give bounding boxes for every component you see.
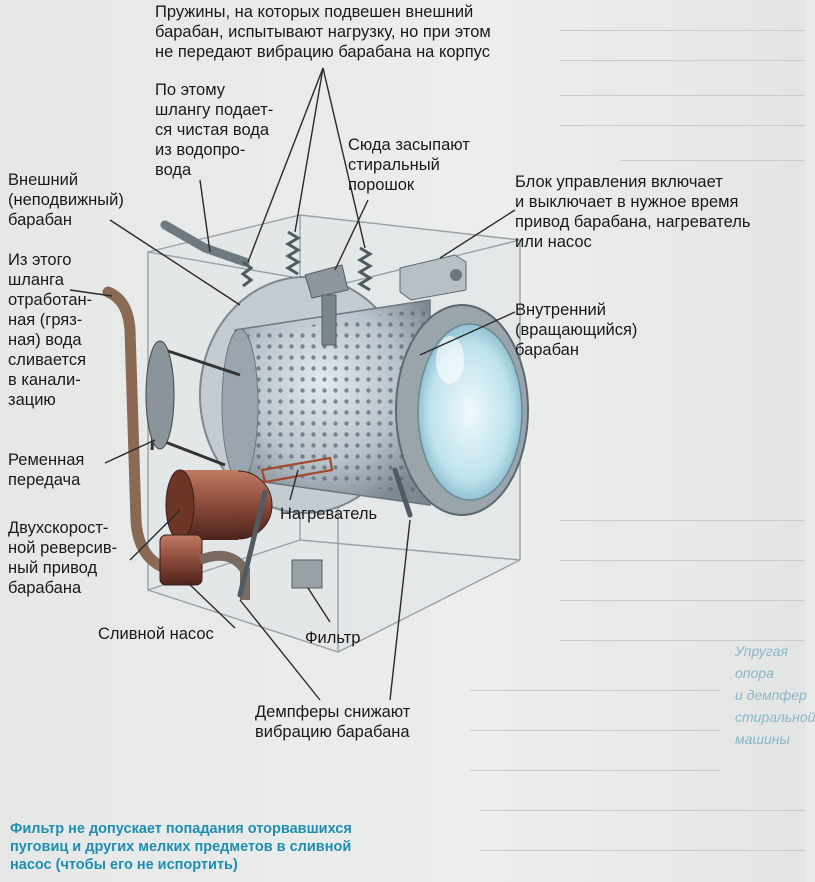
- label-drain-pump: Сливной насос: [98, 625, 214, 643]
- label-motor: Двухскорост- ной реверсив- ный привод барабана: [8, 519, 118, 597]
- label-filter: Фильтр: [305, 629, 361, 647]
- label-outer-drum: Внешний (неподвижный) барабан: [8, 171, 124, 229]
- label-control-unit: Блок управления включает и выключает в нужное время привод барабана, нагреватель или насос: [515, 173, 751, 251]
- label-powder: Сюда засыпают стиральный порошок: [348, 136, 470, 194]
- label-dampers: Демпферы снижают вибрацию барабана: [255, 703, 411, 741]
- label-inner-drum: Внутренний (вращающийся) барабан: [515, 301, 638, 359]
- filter-box: [292, 560, 322, 588]
- side-note: Упругая опора и демпфер стиральной машины: [735, 643, 815, 747]
- label-drain-hose: Из этого шланга отработан- ная (гряз- ная) вода сливается в канали- зацию: [8, 251, 93, 409]
- label-belt: Ременная передача: [8, 451, 85, 489]
- label-heater: Нагреватель: [280, 505, 378, 523]
- label-inlet-hose: По этому шлангу подает- ся чистая вода из водопро- вода: [155, 81, 274, 179]
- label-springs: Пружины, на которых подвешен внешний барабан, испытывают нагрузку, но при этом не передают вибрацию барабана на корпус: [155, 3, 491, 61]
- figure-caption: Фильтр не допускает попадания оторвавшихся пуговиц и других мелких предметов в сливной насос (чтобы его не испортить): [10, 821, 352, 873]
